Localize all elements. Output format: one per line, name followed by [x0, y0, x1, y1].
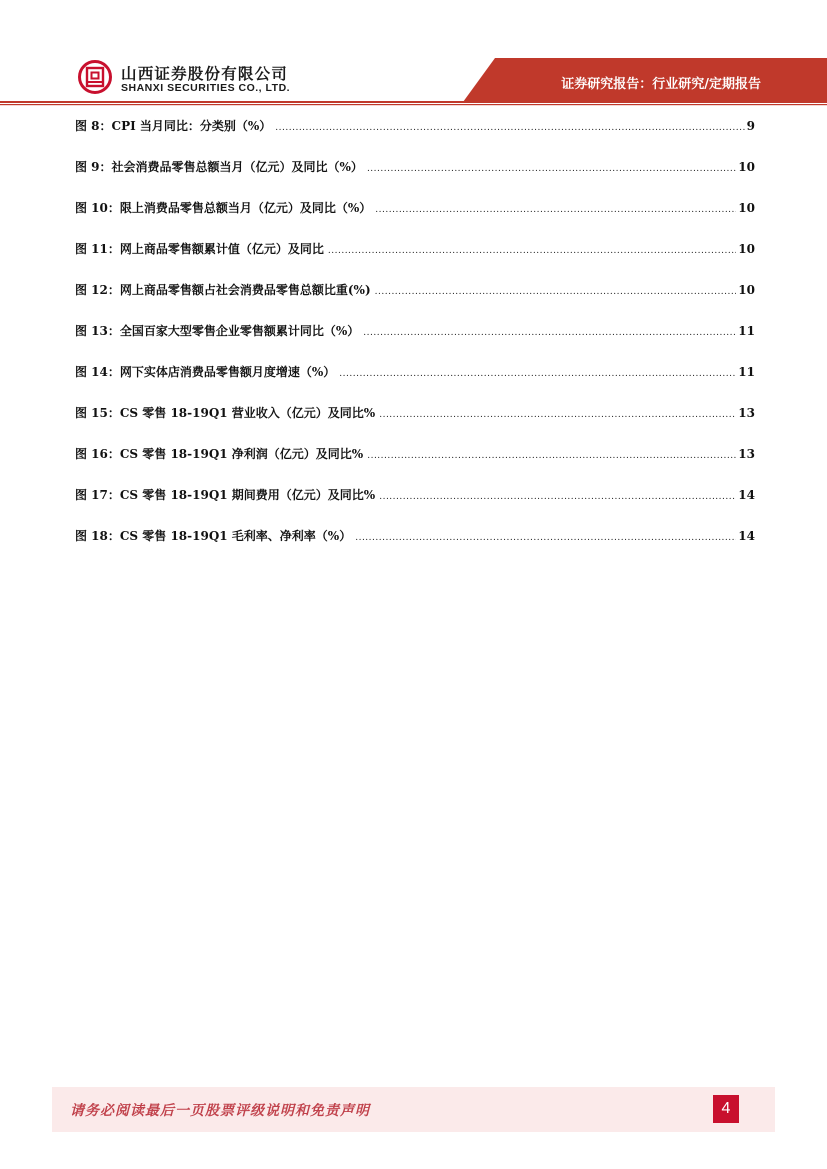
shanxi-securities-logo-icon: [78, 60, 112, 94]
toc-entry-page: 14: [738, 488, 755, 502]
company-name-en: SHANXI SECURITIES CO., LTD.: [121, 82, 291, 94]
toc-entry[interactable]: [75, 322, 755, 363]
toc-entry[interactable]: [75, 445, 755, 486]
toc-leader: [379, 492, 736, 502]
toc-entry[interactable]: [75, 363, 755, 404]
toc-leader: [363, 328, 736, 338]
toc-entry-label: 图 8：CPI 当月同比：分类别（%）: [75, 119, 272, 133]
toc-entry[interactable]: [75, 117, 755, 158]
toc-entry-page: 10: [738, 160, 755, 174]
toc-leader: [328, 246, 736, 256]
report-type-label: 证券研究报告：行业研究/定期报告: [561, 77, 761, 92]
toc-entry-page: 13: [738, 406, 755, 420]
toc-leader: [339, 369, 736, 379]
toc-leader: [367, 451, 736, 461]
toc-leader: [275, 123, 744, 133]
toc-leader: [355, 533, 736, 543]
toc-entry-page: 11: [738, 365, 755, 379]
toc-entry-page: 10: [738, 201, 755, 215]
toc-entry[interactable]: [75, 199, 755, 240]
toc-entry-label: 图 13：全国百家大型零售企业零售额累计同比（%）: [75, 324, 360, 338]
toc-leader: [375, 205, 736, 215]
toc-entry-label: 图 18：CS 零售 18-19Q1 毛利率、净利率（%）: [75, 529, 352, 543]
toc-entry[interactable]: [75, 158, 755, 199]
toc-entry[interactable]: [75, 404, 755, 445]
toc-entry-label: 图 9：社会消费品零售总额当月（亿元）及同比（%）: [75, 160, 363, 174]
toc-entry[interactable]: [75, 240, 755, 281]
page-footer: [52, 1087, 775, 1132]
toc-entry-label: 图 15：CS 零售 18-19Q1 营业收入（亿元）及同比%: [75, 406, 376, 420]
toc-leader: [379, 410, 736, 420]
toc-entry-label: 图 10：限上消费品零售总额当月（亿元）及同比（%）: [75, 201, 372, 215]
toc-entry-page: 11: [738, 324, 755, 338]
toc-entry-label: 图 12：网上商品零售额占社会消费品零售总额比重(%): [75, 283, 371, 297]
toc-entry[interactable]: [75, 281, 755, 322]
company-name-cn: 山西证券股份有限公司: [121, 65, 289, 83]
toc-entry-page: 10: [738, 283, 755, 297]
toc-entry-page: 9: [746, 119, 755, 133]
toc-entry[interactable]: [75, 486, 755, 527]
toc-entry-label: 图 11：网上商品零售额累计值（亿元）及同比: [75, 242, 324, 256]
toc-entry-page: 14: [738, 529, 755, 543]
toc-entry-label: 图 14：网下实体店消费品零售额月度增速（%）: [75, 365, 336, 379]
figure-list: [75, 117, 755, 568]
toc-entry-label: 图 17：CS 零售 18-19Q1 期间费用（亿元）及同比%: [75, 488, 376, 502]
toc-entry-page: 10: [738, 242, 755, 256]
disclaimer-link[interactable]: 请务必阅读最后一页股票评级说明和免责声明: [70, 1103, 370, 1119]
page-header: [0, 0, 827, 108]
toc-entry-label: 图 16：CS 零售 18-19Q1 净利润（亿元）及同比%: [75, 447, 364, 461]
toc-entry-page: 13: [738, 447, 755, 461]
toc-leader: [367, 164, 736, 174]
toc-entry[interactable]: [75, 527, 755, 568]
page-number: 4: [713, 1095, 739, 1123]
toc-leader: [375, 287, 737, 297]
